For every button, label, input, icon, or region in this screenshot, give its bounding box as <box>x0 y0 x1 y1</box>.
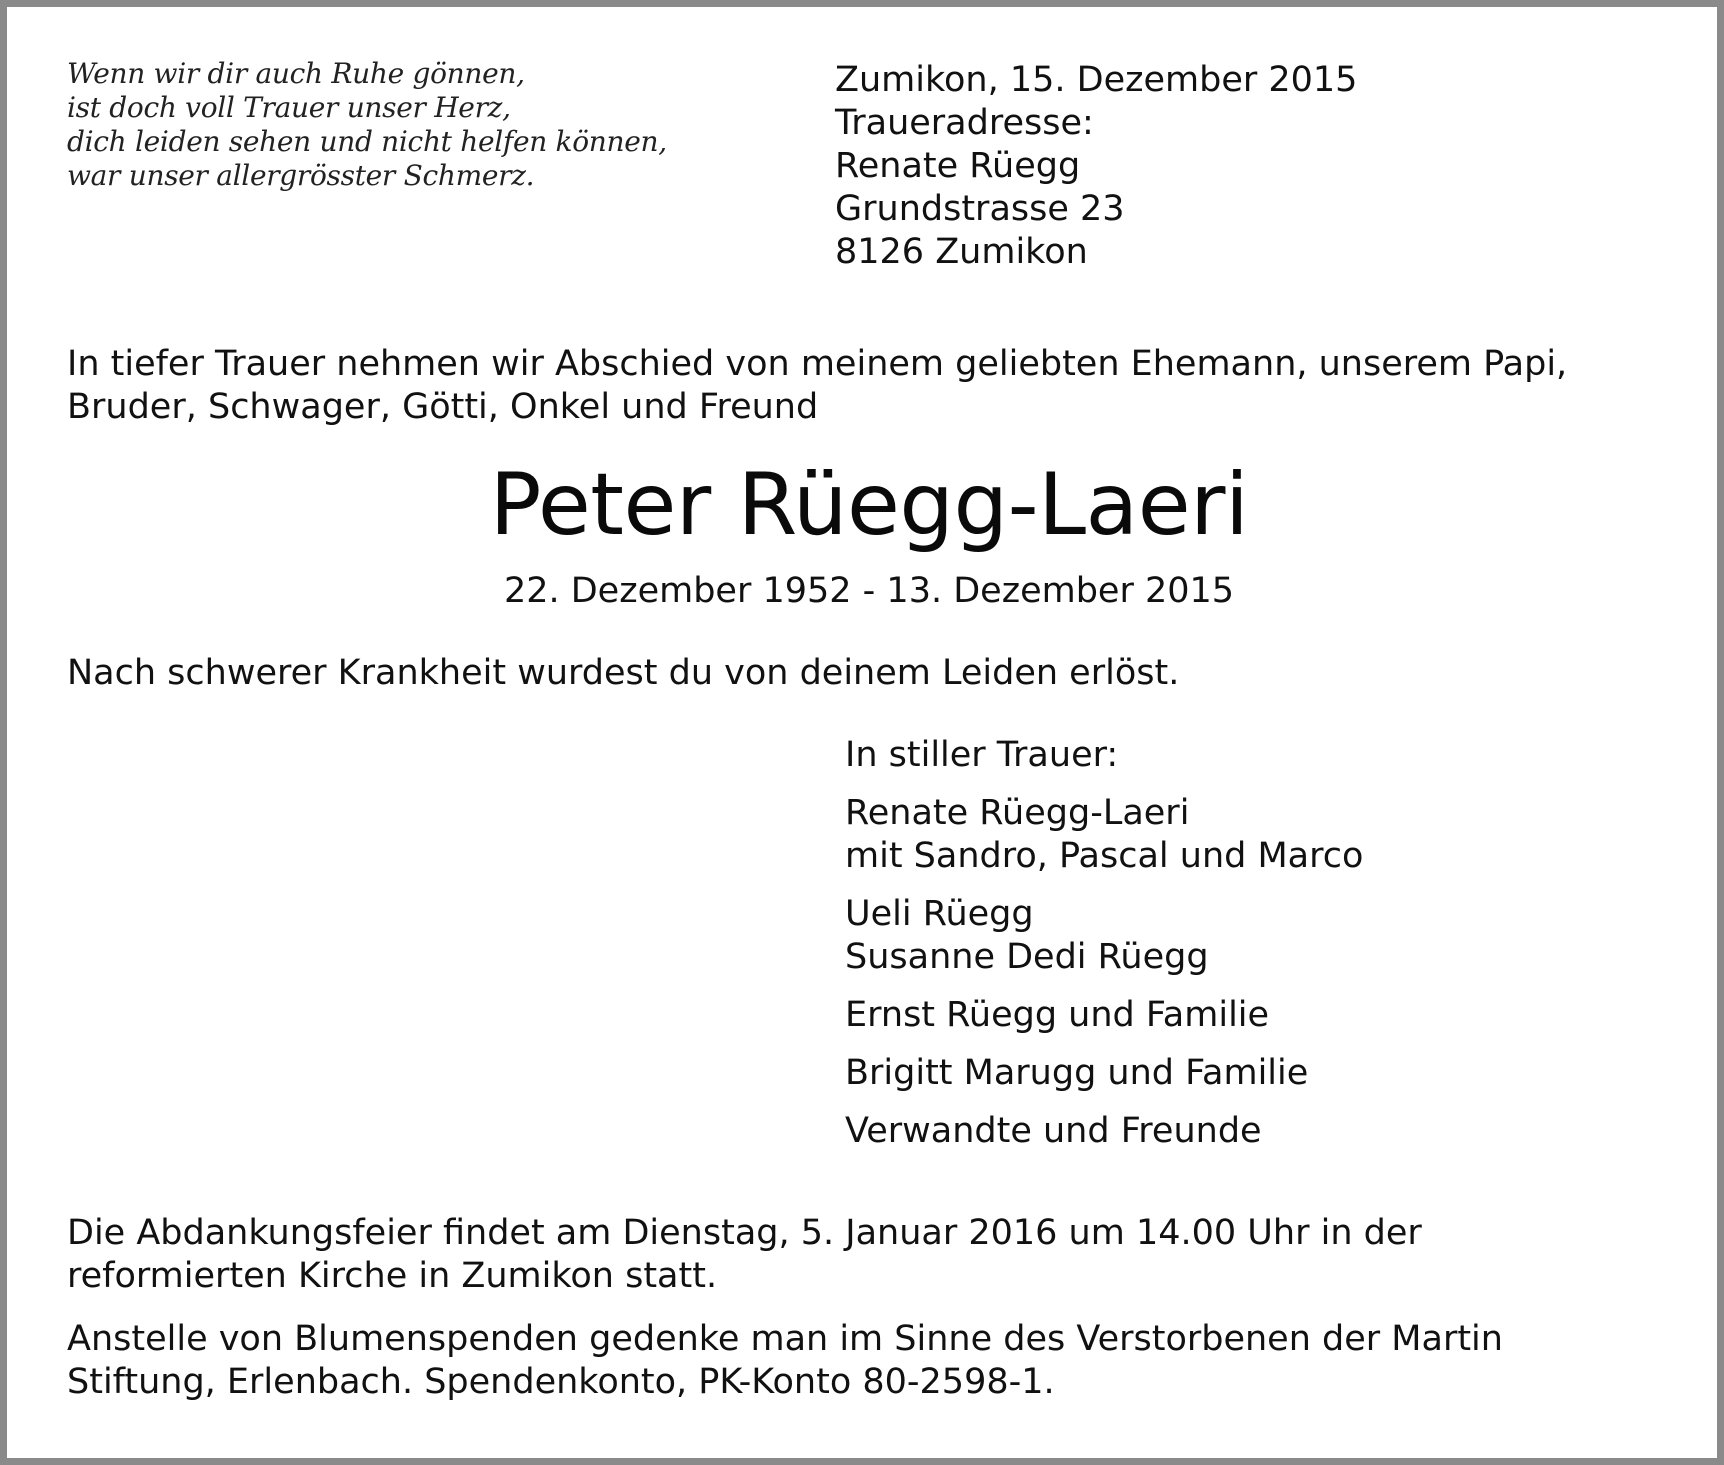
donation-info <box>67 1318 1627 1404</box>
donation-line: Anstelle von Blumenspenden gedenke man im Sinne des Verstorbenen der Martin <box>67 1319 1503 1359</box>
mourner-group <box>845 994 1363 1037</box>
poem-line: ist doch voll Trauer unser Herz, <box>67 91 511 124</box>
mourner-group <box>845 893 1363 979</box>
service-line: reformierten Kirche in Zumikon statt. <box>67 1256 718 1296</box>
poem-line: Wenn wir dir auch Ruhe gönnen, <box>67 57 525 90</box>
life-dates: 22. Dezember 1952 - 13. Dezember 2015 <box>503 571 1235 611</box>
mourning-address-block <box>835 59 1357 274</box>
mourner-name: Brigitt Marugg und Familie <box>845 1053 1309 1093</box>
mourner-group <box>845 1110 1363 1153</box>
intro-line: Bruder, Schwager, Götti, Onkel und Freund <box>67 387 819 427</box>
mourner-name: Ueli Rüegg <box>845 894 1034 934</box>
mourner-group <box>845 1052 1363 1095</box>
mourner-group <box>845 792 1363 878</box>
mourner-name: Renate Rüegg-Laeri <box>845 793 1190 833</box>
intro-paragraph <box>67 343 1671 429</box>
poem-line: dich leiden sehen und nicht helfen können, <box>67 125 667 158</box>
relief-sentence: Nach schwerer Krankheit wurdest du von deinem Leiden erlöst. <box>67 653 1180 693</box>
address-name: Renate Rüegg <box>835 146 1081 186</box>
place-and-date: Zumikon, 15. Dezember 2015 <box>835 60 1358 100</box>
mourners-list <box>845 734 1363 1168</box>
mourner-name: Susanne Dedi Rüegg <box>845 937 1209 977</box>
address-street: Grundstrasse 23 <box>835 189 1125 229</box>
funeral-service-info <box>67 1212 1567 1298</box>
deceased-name: Peter Rüegg-Laeri <box>489 455 1249 555</box>
address-label: Traueradresse: <box>835 103 1094 143</box>
mourner-name: Ernst Rüegg und Familie <box>845 995 1270 1035</box>
donation-line: Stiftung, Erlenbach. Spendenkonto, PK-Konto 80-2598-1. <box>67 1362 1055 1402</box>
service-line: Die Abdankungsfeier findet am Dienstag, 5. Januar 2016 um 14.00 Uhr in der <box>67 1213 1422 1253</box>
poem-line: war unser allergrösster Schmerz. <box>67 159 535 192</box>
mourners-heading: In stiller Trauer: <box>845 735 1119 775</box>
mourner-name: mit Sandro, Pascal und Marco <box>845 836 1364 876</box>
intro-line: In tiefer Trauer nehmen wir Abschied von meinem geliebten Ehemann, unserem Papi, <box>67 344 1568 384</box>
address-city: 8126 Zumikon <box>835 232 1088 272</box>
memorial-poem <box>67 57 767 193</box>
mourner-name: Verwandte und Freunde <box>845 1111 1262 1151</box>
